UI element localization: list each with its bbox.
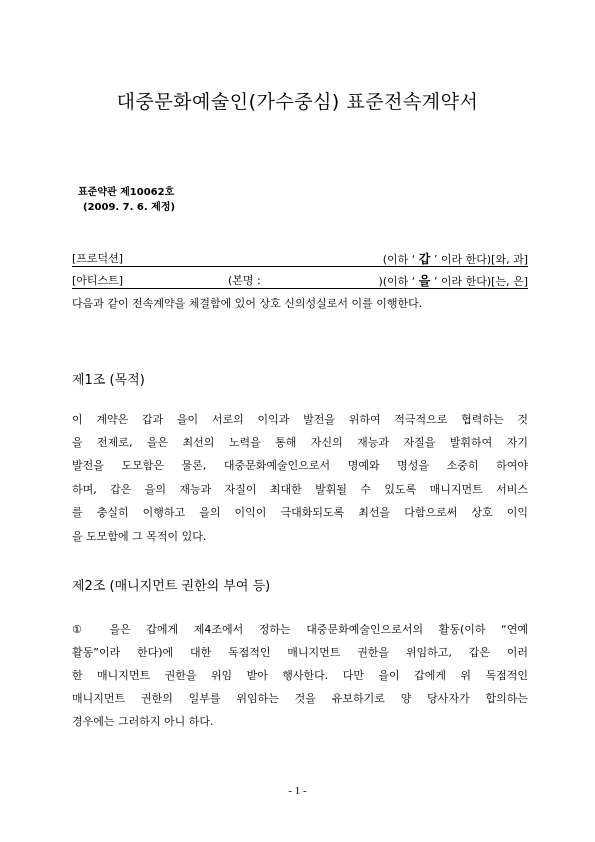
party-artist-row: [72, 271, 528, 289]
article-1-line: 이 계약은 갑과 을이 서로의 이익과 발전을 위하여 적극적으로 협력하는 것: [72, 413, 528, 426]
article-2-line: 매니지먼트 권한의 일부를 위임하는 것을 유보하기로 양 당사자가 합의하는: [72, 692, 528, 705]
article-2-line: 활동”이라 한다)에 대한 독점적인 매니지먼트 권한을 위임하고, 갑은 이러: [72, 646, 528, 659]
artist-real-name-label: (본명 :: [228, 274, 261, 287]
preamble: 다음과 같이 전속계약을 체결함에 있어 상호 신의성실로서 이를 이행한다.: [72, 297, 423, 310]
artist-label: [아티스트]: [72, 274, 124, 287]
article-2-heading: 제2조 (매니지먼트 권한의 부여 등): [72, 579, 271, 594]
standard-terms-number: 표준약관 제10062호: [78, 187, 175, 198]
article-1-line: 발전을 도모함은 물론, 대중문화예술인으로서 명예와 명성을 소중히 하여야: [72, 459, 528, 472]
article-1-line: 하며, 갑은 을의 재능과 자질이 최대한 발휘될 수 있도록 매니지먼트 서비스: [72, 483, 528, 496]
party-production-row: [72, 249, 528, 267]
standard-terms-date: (2009. 7. 6. 제정): [83, 202, 176, 213]
article-2-line: ① 을은 갑에게 제4조에서 정하는 대중문화예술인으로서의 활동(이하 “연예: [72, 623, 528, 636]
production-label: [프로덕션]: [72, 252, 124, 265]
document-title: 대중문화예술인(가수중심) 표준전속계약서: [116, 91, 479, 113]
article-2-line: 경우에는 그러하지 아니 하다.: [72, 715, 214, 728]
article-2-line: 한 매니지먼트 권한을 위임 받아 행사한다. 다만 을이 갑에게 위 독점적인: [72, 669, 528, 682]
party-eul: 을: [418, 274, 431, 288]
production-definition: (이하 ‘ 갑 ’ 이라 한다)[와, 과]: [382, 252, 528, 266]
article-1-line: 를 충실히 이행하고 을의 이익이 극대화되도록 최선을 다함으로써 상호 이익: [72, 506, 528, 519]
party-gap: 갑: [418, 252, 431, 266]
article-1-line: 을 전제로, 을은 최선의 노력을 통해 자신의 재능과 자질을 발휘하여 자기: [72, 436, 528, 449]
page-number: - 1 -: [288, 785, 307, 797]
article-1-line: 을 도모함에 그 목적이 있다.: [72, 530, 207, 543]
article-1-heading: 제1조 (목적): [72, 373, 145, 388]
artist-definition: )(이하 ‘ 을 ’ 이라 한다)[는, 은]: [378, 274, 528, 288]
